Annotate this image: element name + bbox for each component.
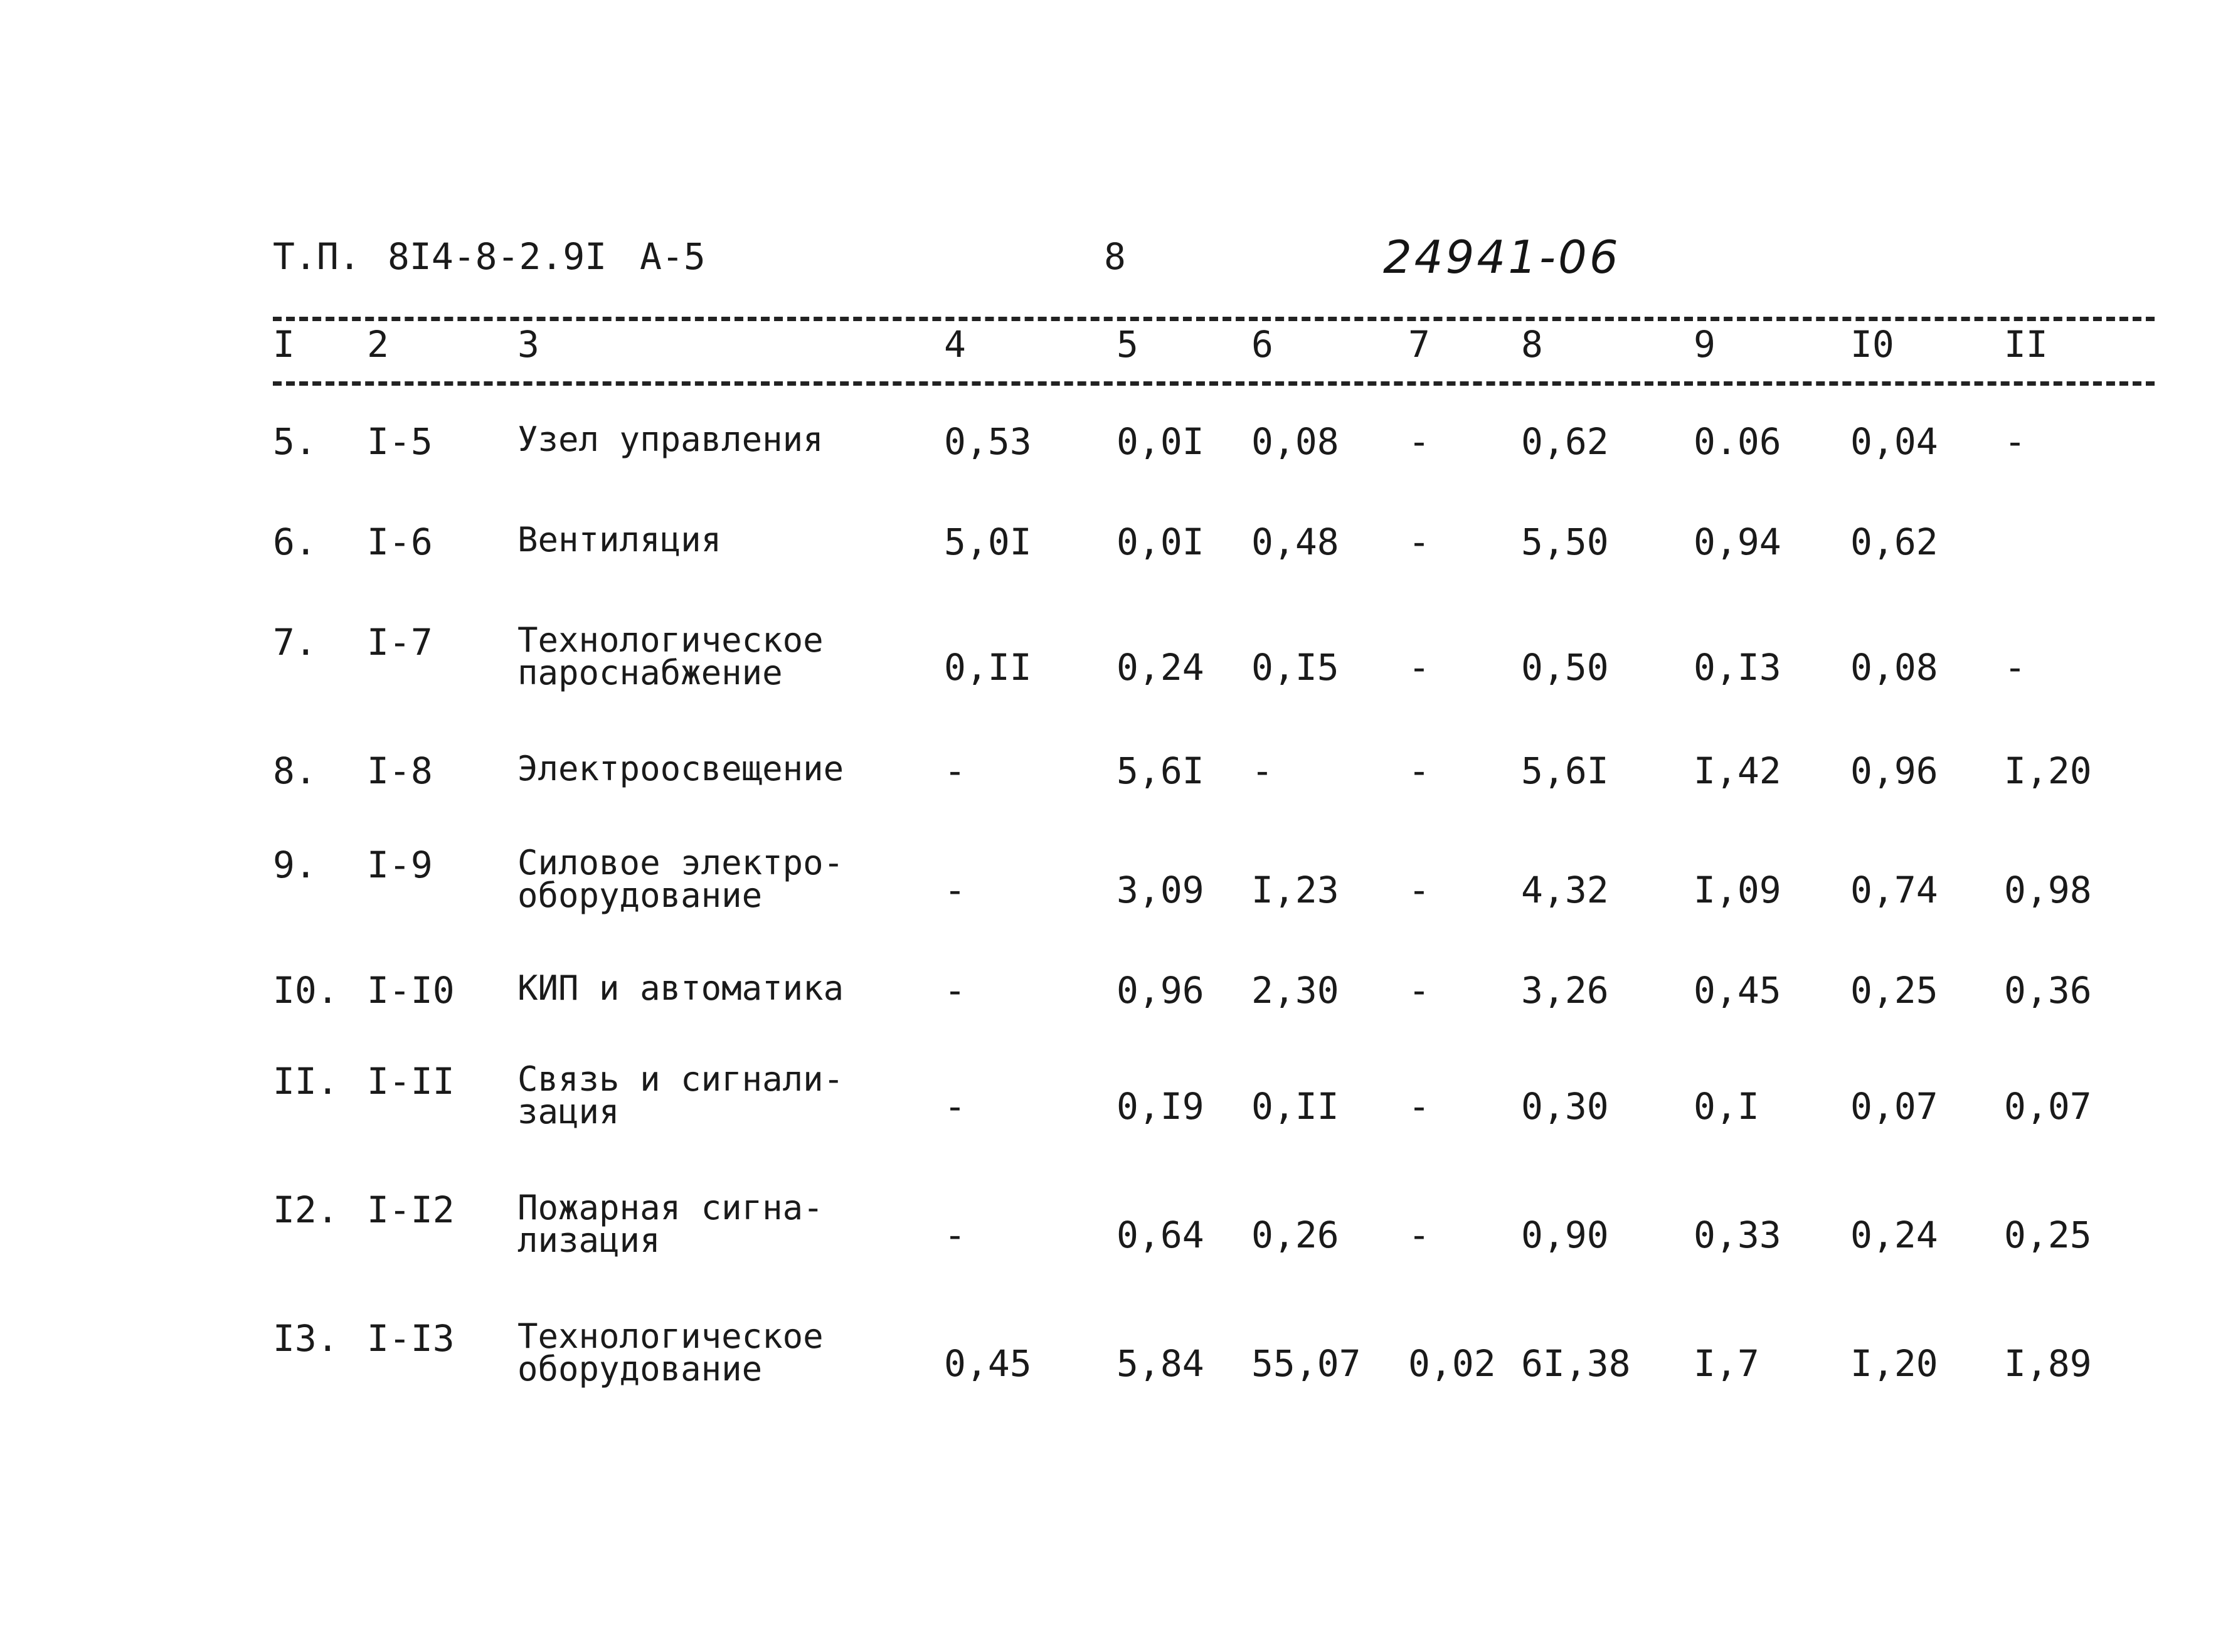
row-value-col-10: 0,08	[1850, 646, 1938, 689]
row-value-col-4: 0,53	[944, 420, 1032, 463]
column-header-1: I	[273, 323, 295, 366]
row-name-line: Электроосвещение	[517, 749, 844, 788]
row-code: I-7	[367, 621, 433, 664]
row-name-line: Вентиляция	[517, 520, 722, 559]
row-value-col-9: 0,I3	[1694, 646, 1781, 689]
row-value-col-10: 0,07	[1850, 1085, 1938, 1128]
row-value-col-5: 5,84	[1116, 1342, 1204, 1385]
row-value-col-10: 0,96	[1850, 749, 1938, 792]
row-value-col-9: I,09	[1694, 869, 1781, 911]
row-value-col-5: 5,6I	[1116, 749, 1204, 792]
document-prefix: Т.П.	[273, 235, 361, 278]
row-name-line: оборудование	[517, 1349, 763, 1389]
row-value-col-4: -	[944, 1214, 966, 1256]
row-value-col-5: 0,I9	[1116, 1085, 1204, 1128]
row-value-col-6: 0,08	[1251, 420, 1339, 463]
row-value-col-8: 6I,38	[1521, 1342, 1631, 1385]
document-album: А-5	[640, 235, 706, 278]
column-header-7: 7	[1408, 323, 1430, 366]
row-number: 9.	[273, 844, 317, 886]
row-code: I-I2	[367, 1189, 455, 1231]
row-value-col-7: 0,02	[1408, 1342, 1496, 1385]
row-code: I-9	[367, 844, 433, 886]
row-value-col-8: 0,50	[1521, 646, 1609, 689]
row-value-col-6: 0,II	[1251, 1085, 1339, 1128]
row-value-col-4: -	[944, 749, 966, 792]
row-value-col-4: 5,0I	[944, 521, 1032, 563]
bottom-dashed-rule	[273, 381, 2155, 386]
row-value-col-5: 0,0I	[1116, 521, 1204, 563]
row-name-line: зация	[517, 1092, 620, 1131]
column-header-5: 5	[1116, 323, 1138, 366]
row-number: II.	[273, 1060, 339, 1103]
row-value-col-8: 0,62	[1521, 420, 1609, 463]
row-number: I3.	[273, 1317, 339, 1360]
row-value-col-10: 0,62	[1850, 521, 1938, 563]
row-value-col-9: 0,I	[1694, 1085, 1759, 1128]
row-value-col-8: 0,30	[1521, 1085, 1609, 1128]
row-value-col-6: 55,07	[1251, 1342, 1361, 1385]
row-value-col-5: 0,96	[1116, 969, 1204, 1012]
row-value-col-6: 0,I5	[1251, 646, 1339, 689]
row-value-col-8: 3,26	[1521, 969, 1609, 1012]
document-number: 8I4-8-2.9I	[388, 235, 607, 278]
row-value-col-10: 0,25	[1850, 969, 1938, 1012]
row-code: I-I3	[367, 1317, 455, 1360]
row-name-line: пароснабжение	[517, 653, 783, 692]
page-number: 8	[1104, 235, 1126, 278]
row-number: I2.	[273, 1189, 339, 1231]
row-name-line: Связь и сигнали-	[517, 1059, 844, 1099]
row-value-col-7: -	[1408, 521, 1430, 563]
row-number: 8.	[273, 749, 317, 792]
row-value-col-5: 0,0I	[1116, 420, 1204, 463]
row-name-line: Силовое электро-	[517, 843, 844, 882]
top-dashed-rule	[273, 317, 2155, 321]
row-value-col-9: 0,33	[1694, 1214, 1781, 1256]
column-header-9: 9	[1694, 323, 1716, 366]
row-value-col-5: 0,24	[1116, 646, 1204, 689]
row-value-col-7: -	[1408, 969, 1430, 1012]
row-code: I-6	[367, 521, 433, 563]
row-value-col-6: 0,26	[1251, 1214, 1339, 1256]
row-value-col-8: 0,90	[1521, 1214, 1609, 1256]
row-value-col-11: I,89	[2004, 1342, 2092, 1385]
row-value-col-7: -	[1408, 749, 1430, 792]
row-name-line: лизация	[517, 1220, 660, 1260]
row-value-col-11: 0,25	[2004, 1214, 2092, 1256]
row-value-col-9: 0,94	[1694, 521, 1781, 563]
row-code: I-II	[367, 1060, 455, 1103]
row-value-col-5: 0,64	[1116, 1214, 1204, 1256]
row-name-line: КИП и автоматика	[517, 968, 844, 1008]
row-value-col-4: -	[944, 969, 966, 1012]
row-code: I-8	[367, 749, 433, 792]
row-value-col-10: 0,04	[1850, 420, 1938, 463]
row-number: 7.	[273, 621, 317, 664]
row-value-col-7: -	[1408, 869, 1430, 911]
row-name-line: Пожарная сигна-	[517, 1188, 824, 1227]
row-value-col-8: 5,50	[1521, 521, 1609, 563]
row-value-col-10: 0,24	[1850, 1214, 1938, 1256]
column-header-3: 3	[517, 323, 539, 366]
column-header-4: 4	[944, 323, 966, 366]
row-value-col-8: 5,6I	[1521, 749, 1609, 792]
row-value-col-6: I,23	[1251, 869, 1339, 911]
row-value-col-8: 4,32	[1521, 869, 1609, 911]
row-value-col-11: 0,98	[2004, 869, 2092, 911]
row-code: I-I0	[367, 969, 455, 1012]
row-value-col-4: 0,II	[944, 646, 1032, 689]
row-name-line: Узел управления	[517, 420, 824, 459]
row-value-col-9: I,7	[1694, 1342, 1759, 1385]
row-value-col-4: -	[944, 869, 966, 911]
column-header-10: I0	[1850, 323, 1894, 366]
row-number: 6.	[273, 521, 317, 563]
row-value-col-9: I,42	[1694, 749, 1781, 792]
row-number: I0.	[273, 969, 339, 1012]
row-value-col-10: I,20	[1850, 1342, 1938, 1385]
row-value-col-7: -	[1408, 420, 1430, 463]
row-name-line: оборудование	[517, 876, 763, 915]
row-name-line: Технологическое	[517, 620, 824, 660]
stamp-number: 24941-06	[1383, 231, 1621, 283]
row-value-col-11: I,20	[2004, 749, 2092, 792]
row-value-col-9: 0.06	[1694, 420, 1781, 463]
row-value-col-11: 0,07	[2004, 1085, 2092, 1128]
column-header-11: II	[2004, 323, 2048, 366]
row-value-col-11: 0,36	[2004, 969, 2092, 1012]
row-value-col-10: 0,74	[1850, 869, 1938, 911]
row-value-col-11: -	[2004, 646, 2026, 689]
row-value-col-6: 2,30	[1251, 969, 1339, 1012]
row-value-col-11: -	[2004, 420, 2026, 463]
row-value-col-9: 0,45	[1694, 969, 1781, 1012]
row-value-col-7: -	[1408, 646, 1430, 689]
row-value-col-7: -	[1408, 1214, 1430, 1256]
column-header-2: 2	[367, 323, 389, 366]
row-name-line: Технологическое	[517, 1316, 824, 1356]
row-value-col-5: 3,09	[1116, 869, 1204, 911]
row-value-col-6: 0,48	[1251, 521, 1339, 563]
row-value-col-4: 0,45	[944, 1342, 1032, 1385]
column-header-6: 6	[1251, 323, 1273, 366]
row-value-col-4: -	[944, 1085, 966, 1128]
row-code: I-5	[367, 420, 433, 463]
row-number: 5.	[273, 420, 317, 463]
row-value-col-7: -	[1408, 1085, 1430, 1128]
row-value-col-6: -	[1251, 749, 1273, 792]
column-header-8: 8	[1521, 323, 1543, 366]
